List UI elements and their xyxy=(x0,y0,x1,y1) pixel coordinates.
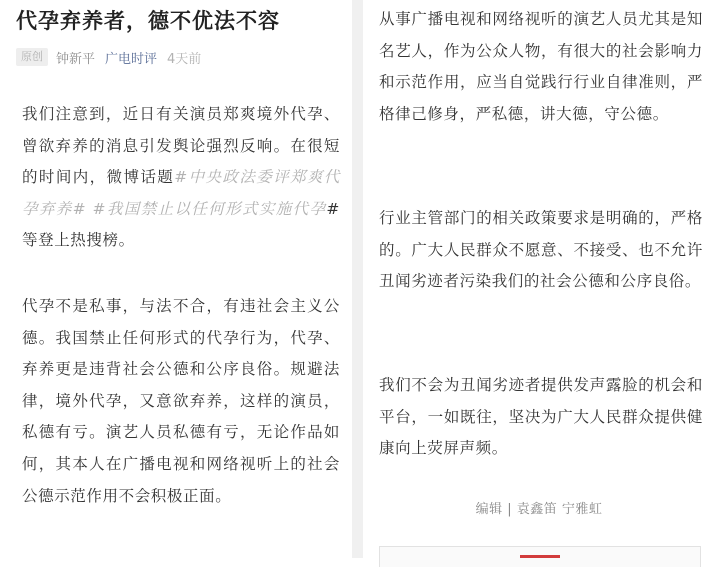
paragraph-2: 代孕不是私事，与法不合，有违社会主义公德。我国禁止任何形式的代孕行为，代孕、弃养更是违背社会公德和公序良俗。规避法律，境外代孕，又意欲弃养，这样的演员，私德有亏。演艺人员私德有亏，无论作品如何，其本人在广播电视和网络视听上的社会公德示范作用不会积极正面。 xyxy=(22,297,340,505)
paragraph-1 xyxy=(22,99,340,257)
paragraph-4: 行业主管部门的相关政策要求是明确的，严格的。广大人民群众不愿意、不接受、也不允许丑闻劣迹者污染我们的社会公德和公序良俗。 xyxy=(379,209,703,291)
editor-credit: 编辑 | 袁鑫笛 宁雅虹 xyxy=(475,502,603,517)
paragraph-3: 从事广播电视和网络视听的演艺人员尤其是知名艺人，作为公众人物，有很大的社会影响力和示范作用，应当自觉践行行业自律准则，严格律己修身，严私德，讲大德，守公德。 xyxy=(379,10,703,123)
paragraph-1-text-b: #等登上热搜榜。 xyxy=(22,199,340,250)
column-divider xyxy=(352,0,363,558)
article-meta xyxy=(16,46,201,68)
account-link[interactable]: 广电时评 xyxy=(105,51,158,67)
publish-time: 4天前 xyxy=(167,51,202,67)
article-title: 代孕弃养者，德不优法不容 xyxy=(16,9,280,33)
hashtag-link[interactable]: #中央政法委评郑爽代孕弃养# #我国禁止以任何形式实施代孕 xyxy=(22,168,340,218)
author-name: 钟新平 xyxy=(56,51,96,67)
original-badge: 原创 xyxy=(16,48,48,66)
left-article-column xyxy=(0,0,352,558)
right-article-column xyxy=(363,0,715,558)
paragraph-5: 我们不会为丑闻劣迹者提供发声露脸的机会和平台，一如既往，坚决为广大人民群众提供健康向上荧屏声频。 xyxy=(379,376,703,458)
paragraph-1-text-a: 我们注意到，近日有关演员郑爽境外代孕、曾欲弃养的消息引发舆论强烈反响。在很短的时间内，微博话题 xyxy=(22,105,340,187)
footer-card xyxy=(379,546,701,567)
